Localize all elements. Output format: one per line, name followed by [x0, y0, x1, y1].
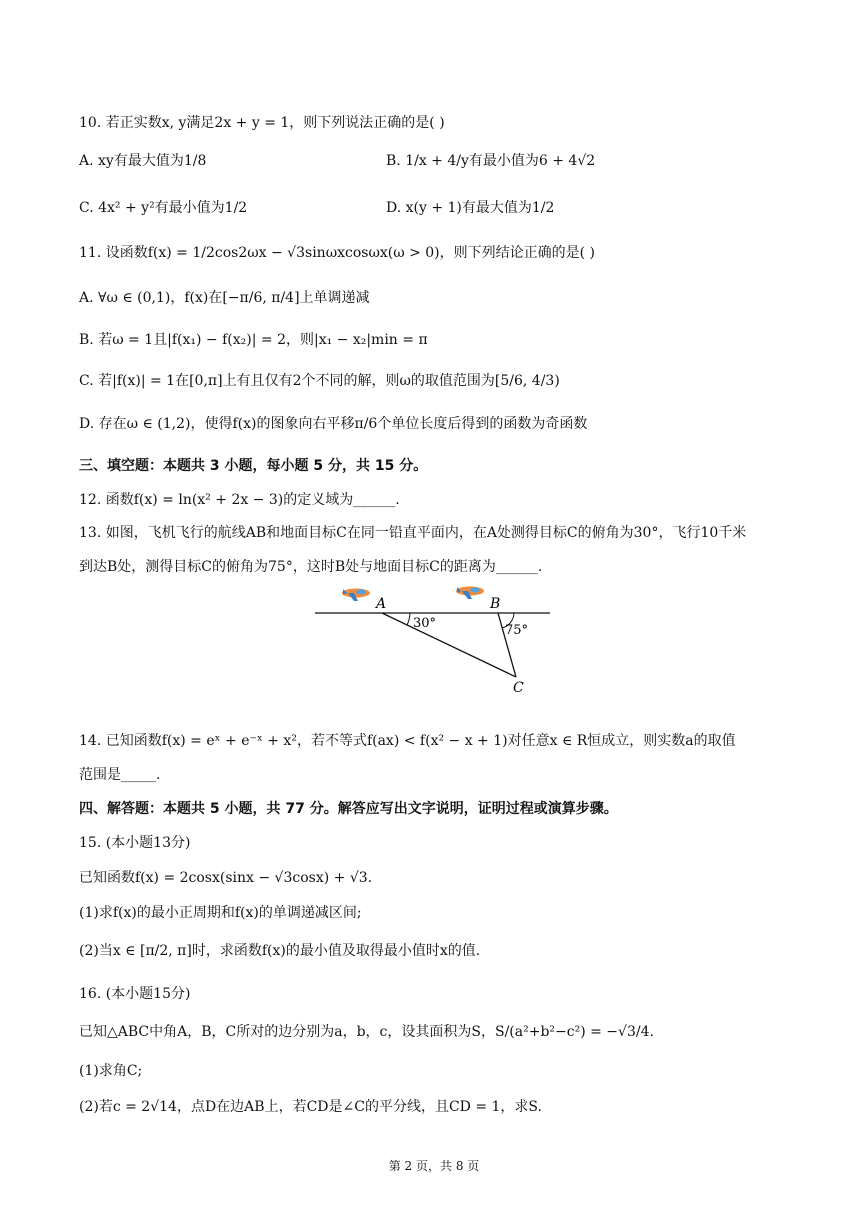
angle-label-75: 75°	[505, 623, 529, 638]
q16-given: 已知△ABC中角A，B，C所对的边分别为a，b，c，设其面积为S，S/(a²+b²−c²) = −√3/4.	[79, 1024, 654, 1040]
section3-heading: 三、填空题：本题共 3 小题，每小题 5 分，共 15 分。	[79, 458, 428, 474]
q15-given: 已知函数f(x) = 2cosx(sinx − √3cosx) + √3.	[79, 870, 373, 886]
segment-ac	[382, 613, 516, 677]
angle-label-30: 30°	[413, 616, 437, 631]
q15-header: 15. (本小题13分)	[79, 835, 191, 851]
label-b: B	[490, 596, 501, 612]
q11-stem: 11. 设函数f(x) = 1/2cos2ωx − √3sinωxcosωx(ω > 0)，则下列结论正确的是( )	[79, 245, 596, 261]
airplane-icon-a	[342, 589, 370, 602]
q10-option-b: B. 1/x + 4/y有最小值为6 + 4√2	[386, 153, 596, 169]
section4-heading: 四、解答题：本题共 5 小题，共 77 分。解答应写出文字说明，证明过程或演算步骤。	[79, 801, 618, 817]
q15-part1: (1)求f(x)的最小正周期和f(x)的单调递减区间;	[79, 905, 362, 921]
q13-figure	[300, 578, 560, 703]
q10-option-a: A. xy有最大值为1/8	[79, 153, 207, 169]
q16-part1: (1)求角C;	[79, 1063, 143, 1079]
q10-option-d: D. x(y + 1)有最大值为1/2	[386, 200, 555, 216]
q14-line1: 14. 已知函数f(x) = eˣ + e⁻ˣ + x²，若不等式f(ax) < f(x² − x + 1)对任意x ∈ R恒成立，则实数a的取值	[79, 733, 736, 749]
q10-stem: 10. 若正实数x, y满足2x + y = 1，则下列说法正确的是( )	[79, 115, 445, 131]
label-c: C	[513, 680, 524, 696]
page-footer: 第 2 页，共 8 页	[388, 1159, 480, 1173]
q16-header: 16. (本小题15分)	[79, 986, 191, 1002]
label-a: A	[376, 596, 387, 612]
q11-option-d: D. 存在ω ∈ (1,2)，使得f(x)的图象向右平移π/6个单位长度后得到的函数为奇函数	[79, 416, 588, 432]
q11-option-b: B. 若ω = 1且|f(x₁) − f(x₂)| = 2，则|x₁ − x₂|min = π	[79, 332, 428, 348]
q13-line1: 13. 如图，飞机飞行的航线AB和地面目标C在同一铅直平面内，在A处测得目标C的俯角为30°，飞行10千米	[79, 525, 747, 541]
q15-part2: (2)当x ∈ [π/2, π]时，求函数f(x)的最小值及取得最小值时x的值.	[79, 943, 481, 959]
q13-line2: 到达B处，测得目标C的俯角为75°，这时B处与地面目标C的距离为______.	[79, 559, 543, 575]
q11-option-a: A. ∀ω ∈ (0,1)，f(x)在[−π/6, π/4]上单调递减	[79, 290, 370, 306]
angle-arc-a	[407, 613, 410, 625]
q12: 12. 函数f(x) = ln(x² + 2x − 3)的定义域为______.	[79, 492, 400, 508]
q10-option-c: C. 4x² + y²有最小值为1/2	[79, 200, 248, 216]
airplane-icon-b	[456, 587, 484, 600]
q11-option-c: C. 若|f(x)| = 1在[0,π]上有且仅有2个不同的解，则ω的取值范围为[5/6, 4/3)	[79, 373, 560, 389]
q14-line2: 范围是_____.	[79, 767, 161, 783]
q16-part2: (2)若c = 2√14，点D在边AB上，若CD是∠C的平分线，且CD = 1，求S.	[79, 1099, 542, 1115]
